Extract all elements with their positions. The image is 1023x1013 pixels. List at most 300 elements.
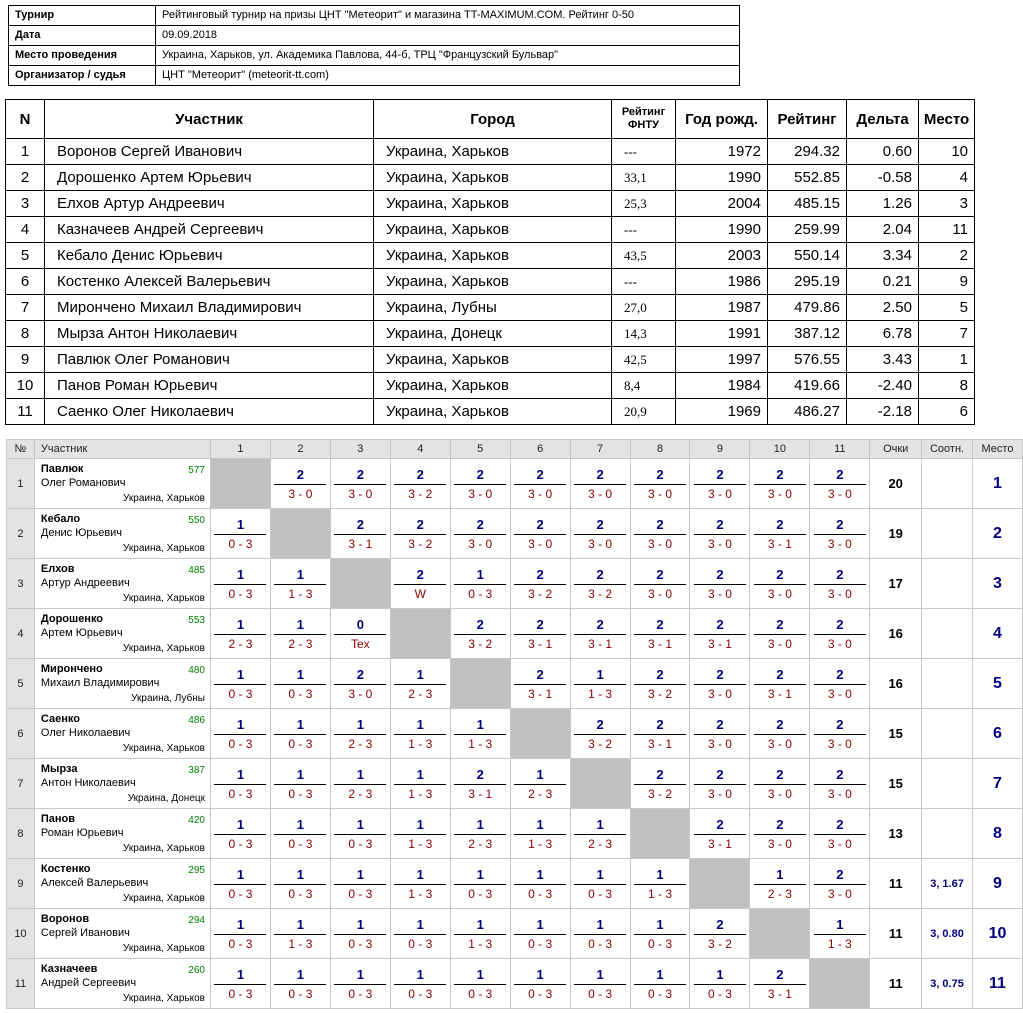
header-city: Город [374, 100, 612, 139]
cross-row [7, 509, 1023, 559]
player-rating: 420 [188, 815, 205, 826]
tiebreak-ratio [922, 509, 973, 559]
player-first-name: Денис Юрьевич [40, 527, 123, 539]
match-result-cell [210, 959, 270, 1009]
match-points: 2 [716, 516, 724, 532]
cross-row [7, 959, 1023, 1009]
match-points: 2 [416, 566, 424, 582]
match-points: 1 [236, 666, 245, 682]
match-points: 1 [296, 816, 304, 832]
match-score: 0 - 3 [528, 886, 553, 901]
participant-number: 2 [6, 165, 45, 191]
match-points: 2 [416, 516, 424, 532]
crosstable [6, 439, 1023, 1009]
result-divider [574, 584, 626, 585]
match-result-cell [810, 559, 870, 609]
match-score: 3 - 0 [648, 536, 673, 551]
match-score: 3 - 0 [707, 586, 732, 601]
match-result-cell [270, 809, 330, 859]
match-score: 3 - 1 [468, 786, 493, 801]
match-points: 2 [476, 766, 484, 782]
participant-birth-year: 1987 [676, 295, 768, 321]
cross-header-col: 8 [630, 440, 690, 459]
match-points: 2 [296, 466, 304, 482]
result-divider [334, 484, 386, 485]
result-divider [334, 784, 386, 785]
match-score: 3 - 1 [648, 636, 673, 651]
match-score: 0 - 3 [528, 936, 553, 951]
match-score: 1 - 3 [648, 886, 673, 901]
match-score: 3 - 2 [408, 536, 433, 551]
result-divider [634, 934, 686, 935]
participant-row [6, 269, 975, 295]
final-place: 11 [972, 959, 1022, 1009]
participant-city: Украина, Харьков [374, 399, 612, 425]
cross-row-number: 9 [7, 859, 35, 909]
match-result-cell [390, 759, 450, 809]
participant-number: 5 [6, 243, 45, 269]
match-result-cell [210, 809, 270, 859]
match-score: 0 - 3 [228, 686, 253, 701]
diagonal-cell [210, 459, 270, 509]
info-label: Дата [9, 26, 156, 46]
result-divider [574, 934, 626, 935]
result-divider [694, 534, 746, 535]
total-points: 17 [870, 559, 922, 609]
cross-row-number: 10 [7, 909, 35, 959]
cross-row [7, 859, 1023, 909]
match-score: 3 - 1 [767, 686, 792, 701]
cross-row [7, 909, 1023, 959]
result-divider [514, 884, 566, 885]
match-score: 3 - 0 [767, 486, 792, 501]
match-score: 0 - 3 [707, 986, 732, 1001]
match-points: 1 [836, 916, 844, 932]
participant-city: Украина, Харьков [374, 139, 612, 165]
match-points: 1 [476, 966, 484, 982]
match-result-cell [270, 859, 330, 909]
participant-fntu-rating: --- [612, 217, 676, 243]
participant-rating: 485.15 [768, 191, 847, 217]
result-divider [754, 584, 806, 585]
result-divider [454, 934, 506, 935]
diagonal-cell [510, 709, 570, 759]
header-fntu-line1: Рейтинг [621, 106, 666, 118]
match-points: 1 [236, 966, 245, 982]
match-score: 3 - 0 [648, 586, 673, 601]
player-first-name: Алексей Валерьевич [40, 877, 149, 889]
match-points: 2 [536, 666, 544, 682]
match-points: 1 [296, 666, 304, 682]
participant-number: 6 [6, 269, 45, 295]
participant-name: Костенко Алексей Валерьевич [45, 269, 374, 295]
result-divider [574, 484, 626, 485]
participant-fntu-rating: 43,5 [612, 243, 676, 269]
cross-row [7, 659, 1023, 709]
match-score: 3 - 0 [767, 636, 792, 651]
tiebreak-ratio [922, 809, 973, 859]
match-points: 2 [716, 766, 724, 782]
match-result-cell [690, 909, 750, 959]
match-result-cell [390, 909, 450, 959]
match-result-cell [690, 759, 750, 809]
player-city: Украина, Харьков [122, 593, 205, 604]
result-divider [754, 784, 806, 785]
result-divider [214, 584, 266, 585]
player-rating: 485 [188, 565, 205, 576]
tournament-info-table [8, 5, 740, 86]
match-score: 2 - 3 [348, 786, 373, 801]
participant-rating: 576.55 [768, 347, 847, 373]
match-points: 1 [296, 766, 304, 782]
result-divider [694, 984, 746, 985]
result-divider [814, 484, 866, 485]
final-place: 5 [972, 659, 1022, 709]
participant-place: 4 [919, 165, 975, 191]
match-score: 0 - 3 [288, 786, 313, 801]
match-result-cell [750, 659, 810, 709]
match-points: 2 [356, 666, 364, 682]
participant-delta: 1.26 [847, 191, 919, 217]
participants-header-row [6, 100, 975, 139]
result-divider [454, 734, 506, 735]
match-score: 0 - 3 [588, 936, 613, 951]
participant-number: 10 [6, 373, 45, 399]
match-result-cell [750, 809, 810, 859]
participant-delta: -2.40 [847, 373, 919, 399]
match-result-cell [570, 459, 630, 509]
result-divider [514, 984, 566, 985]
match-result-cell [750, 759, 810, 809]
result-divider [694, 934, 746, 935]
match-score: 3 - 1 [767, 986, 792, 1001]
match-result-cell [810, 609, 870, 659]
player-surname: Саенко [40, 713, 80, 725]
cross-row-number: 4 [7, 609, 35, 659]
player-rating: 577 [188, 465, 205, 476]
cross-header-col: 10 [750, 440, 810, 459]
match-points: 1 [356, 866, 364, 882]
match-points: 1 [236, 566, 245, 582]
result-divider [394, 684, 446, 685]
participant-city: Украина, Донецк [374, 321, 612, 347]
match-points: 2 [656, 566, 664, 582]
cross-row-number: 2 [7, 509, 35, 559]
match-score: 2 - 3 [228, 636, 253, 651]
player-surname: Мирончено [40, 663, 103, 675]
match-result-cell [510, 909, 570, 959]
match-score: 3 - 0 [588, 486, 613, 501]
match-points: 2 [836, 766, 844, 782]
result-divider [634, 784, 686, 785]
cross-player-cell [34, 759, 210, 809]
participant-name: Мирончено Михаил Владимирович [45, 295, 374, 321]
match-points: 1 [356, 816, 364, 832]
match-score: 3 - 0 [767, 836, 792, 851]
result-divider [334, 984, 386, 985]
participant-city: Украина, Лубны [374, 295, 612, 321]
participants-body [6, 139, 975, 425]
player-rating: 486 [188, 715, 205, 726]
result-divider [274, 934, 326, 935]
result-divider [694, 684, 746, 685]
participant-city: Украина, Харьков [374, 191, 612, 217]
match-result-cell [330, 759, 390, 809]
result-divider [754, 484, 806, 485]
match-score: 1 - 3 [468, 936, 493, 951]
match-result-cell [210, 909, 270, 959]
match-result-cell [570, 659, 630, 709]
participant-place: 3 [919, 191, 975, 217]
participant-rating: 486.27 [768, 399, 847, 425]
match-result-cell [630, 709, 690, 759]
participant-delta: -0.58 [847, 165, 919, 191]
match-score: 2 - 3 [408, 686, 433, 701]
match-score: 1 - 3 [288, 586, 313, 601]
match-points: 2 [656, 466, 664, 482]
match-points: 2 [836, 516, 844, 532]
match-points: 2 [836, 716, 844, 732]
diagonal-cell [390, 609, 450, 659]
participant-city: Украина, Харьков [374, 217, 612, 243]
match-result-cell [330, 459, 390, 509]
cross-header-place: Место [972, 440, 1022, 459]
tiebreak-ratio [922, 659, 973, 709]
participant-rating: 295.19 [768, 269, 847, 295]
participant-row [6, 399, 975, 425]
player-surname: Павлюк [40, 463, 84, 475]
match-points: 2 [716, 816, 724, 832]
participant-place: 1 [919, 347, 975, 373]
match-points: 1 [296, 916, 304, 932]
match-score: 3 - 1 [767, 536, 792, 551]
result-divider [394, 534, 446, 535]
match-result-cell [810, 809, 870, 859]
match-result-cell [690, 659, 750, 709]
total-points: 15 [870, 759, 922, 809]
match-points: 2 [596, 716, 604, 732]
final-place: 6 [972, 709, 1022, 759]
match-result-cell [810, 459, 870, 509]
match-result-cell [510, 609, 570, 659]
participant-delta: 2.04 [847, 217, 919, 243]
match-score: 3 - 0 [288, 486, 313, 501]
diagonal-cell [810, 959, 870, 1009]
match-score: 0 - 3 [228, 986, 253, 1001]
match-result-cell [510, 659, 570, 709]
match-score: 3 - 0 [348, 486, 373, 501]
match-score: 0 - 3 [528, 986, 553, 1001]
participant-city: Украина, Харьков [374, 269, 612, 295]
match-points: 1 [236, 616, 245, 632]
match-points: 2 [836, 616, 844, 632]
match-score: 1 - 3 [468, 736, 493, 751]
cross-header-col: 4 [390, 440, 450, 459]
header-fntu [612, 100, 676, 139]
result-divider [694, 584, 746, 585]
match-points: 2 [596, 566, 604, 582]
match-result-cell [510, 959, 570, 1009]
match-score: 1 - 3 [528, 836, 553, 851]
result-divider [394, 484, 446, 485]
match-points: 2 [776, 616, 784, 632]
match-points: 2 [656, 616, 664, 632]
player-surname: Костенко [40, 863, 91, 875]
match-result-cell [690, 609, 750, 659]
cross-player-cell [34, 959, 210, 1009]
tiebreak-ratio [922, 459, 973, 509]
match-score: 3 - 0 [707, 486, 732, 501]
player-first-name: Андрей Сергеевич [40, 977, 137, 989]
match-result-cell [630, 509, 690, 559]
tiebreak-ratio [922, 609, 973, 659]
match-points: 2 [836, 466, 844, 482]
cross-header-score: Очки [870, 440, 922, 459]
result-divider [394, 884, 446, 885]
match-points: 1 [236, 916, 245, 932]
match-points: 1 [356, 766, 364, 782]
match-points: 2 [656, 716, 664, 732]
result-divider [214, 734, 266, 735]
match-points: 1 [656, 966, 664, 982]
match-points: 1 [476, 916, 484, 932]
match-score: 3 - 1 [707, 836, 732, 851]
match-result-cell [390, 859, 450, 909]
match-points: 1 [356, 716, 364, 732]
match-score: Tex [350, 636, 370, 651]
match-points: 1 [416, 816, 424, 832]
cross-row-number: 7 [7, 759, 35, 809]
match-result-cell [390, 659, 450, 709]
cross-row [7, 459, 1023, 509]
participant-number: 11 [6, 399, 45, 425]
result-divider [394, 784, 446, 785]
match-points: 1 [416, 866, 424, 882]
match-result-cell [450, 459, 510, 509]
result-divider [274, 684, 326, 685]
match-result-cell [210, 609, 270, 659]
match-points: 2 [716, 916, 724, 932]
match-result-cell [690, 459, 750, 509]
match-points: 1 [476, 866, 484, 882]
participant-fntu-rating: 14,3 [612, 321, 676, 347]
participant-name: Кебало Денис Юрьевич [45, 243, 374, 269]
match-points: 2 [776, 716, 784, 732]
cross-row-number: 5 [7, 659, 35, 709]
match-score: 1 - 3 [408, 886, 433, 901]
match-score: 0 - 3 [228, 786, 253, 801]
result-divider [514, 934, 566, 935]
participant-rating: 552.85 [768, 165, 847, 191]
result-divider [334, 834, 386, 835]
cross-player-cell [34, 809, 210, 859]
final-place: 9 [972, 859, 1022, 909]
match-score: 1 - 3 [827, 936, 852, 951]
match-result-cell [690, 509, 750, 559]
result-divider [274, 634, 326, 635]
player-first-name: Роман Юрьевич [40, 827, 124, 839]
match-result-cell [450, 809, 510, 859]
result-divider [274, 784, 326, 785]
match-score: 3 - 0 [767, 786, 792, 801]
cross-player-cell [34, 709, 210, 759]
result-divider [574, 684, 626, 685]
match-score: 0 - 3 [348, 936, 373, 951]
result-divider [574, 884, 626, 885]
participant-rating: 294.32 [768, 139, 847, 165]
player-rating: 480 [188, 665, 205, 676]
participant-place: 8 [919, 373, 975, 399]
info-label: Турнир [9, 6, 156, 26]
cross-player-cell [34, 459, 210, 509]
match-score: 3 - 1 [348, 536, 373, 551]
match-result-cell [390, 709, 450, 759]
player-first-name: Олег Романович [40, 477, 126, 489]
participant-delta: 0.21 [847, 269, 919, 295]
match-points: 2 [356, 516, 364, 532]
tiebreak-ratio: 3, 0.75 [922, 959, 973, 1009]
participant-birth-year: 1997 [676, 347, 768, 373]
match-points: 2 [836, 866, 844, 882]
match-result-cell [270, 759, 330, 809]
participant-row [6, 165, 975, 191]
match-score: 3 - 2 [588, 586, 613, 601]
match-result-cell [810, 709, 870, 759]
match-score: 3 - 0 [528, 536, 553, 551]
info-value: Украина, Харьков, ул. Академика Павлова, 44-б, ТРЦ "Французский Бульвар" [156, 46, 740, 66]
match-result-cell [810, 759, 870, 809]
cross-header-sooth: Соотн. [922, 440, 973, 459]
info-row [9, 66, 740, 86]
cross-header-player: Участник [34, 440, 210, 459]
player-city: Украина, Харьков [122, 993, 205, 1004]
result-divider [634, 484, 686, 485]
match-result-cell [750, 859, 810, 909]
match-score: 0 - 3 [228, 836, 253, 851]
match-points: 2 [476, 516, 484, 532]
participant-name: Саенко Олег Николаевич [45, 399, 374, 425]
cross-player-cell [34, 659, 210, 709]
match-result-cell [810, 859, 870, 909]
result-divider [454, 634, 506, 635]
match-points: 1 [476, 566, 484, 582]
match-result-cell [390, 509, 450, 559]
match-result-cell [390, 809, 450, 859]
match-result-cell [210, 659, 270, 709]
match-score: 0 - 3 [408, 936, 433, 951]
match-points: 2 [416, 466, 424, 482]
match-score: 3 - 0 [827, 686, 852, 701]
match-result-cell [270, 659, 330, 709]
cross-row-number: 11 [7, 959, 35, 1009]
match-points: 2 [716, 716, 724, 732]
result-divider [694, 634, 746, 635]
player-surname: Воронов [40, 913, 90, 925]
result-divider [454, 534, 506, 535]
match-score: 0 - 3 [588, 986, 613, 1001]
participant-row [6, 295, 975, 321]
match-result-cell [210, 859, 270, 909]
participant-birth-year: 1990 [676, 165, 768, 191]
participant-name: Казначеев Андрей Сергеевич [45, 217, 374, 243]
participant-row [6, 347, 975, 373]
match-score: 3 - 0 [827, 586, 852, 601]
match-points: 2 [536, 516, 544, 532]
participant-place: 11 [919, 217, 975, 243]
match-score: 0 - 3 [228, 536, 253, 551]
player-rating: 387 [188, 765, 205, 776]
match-points: 1 [536, 766, 544, 782]
